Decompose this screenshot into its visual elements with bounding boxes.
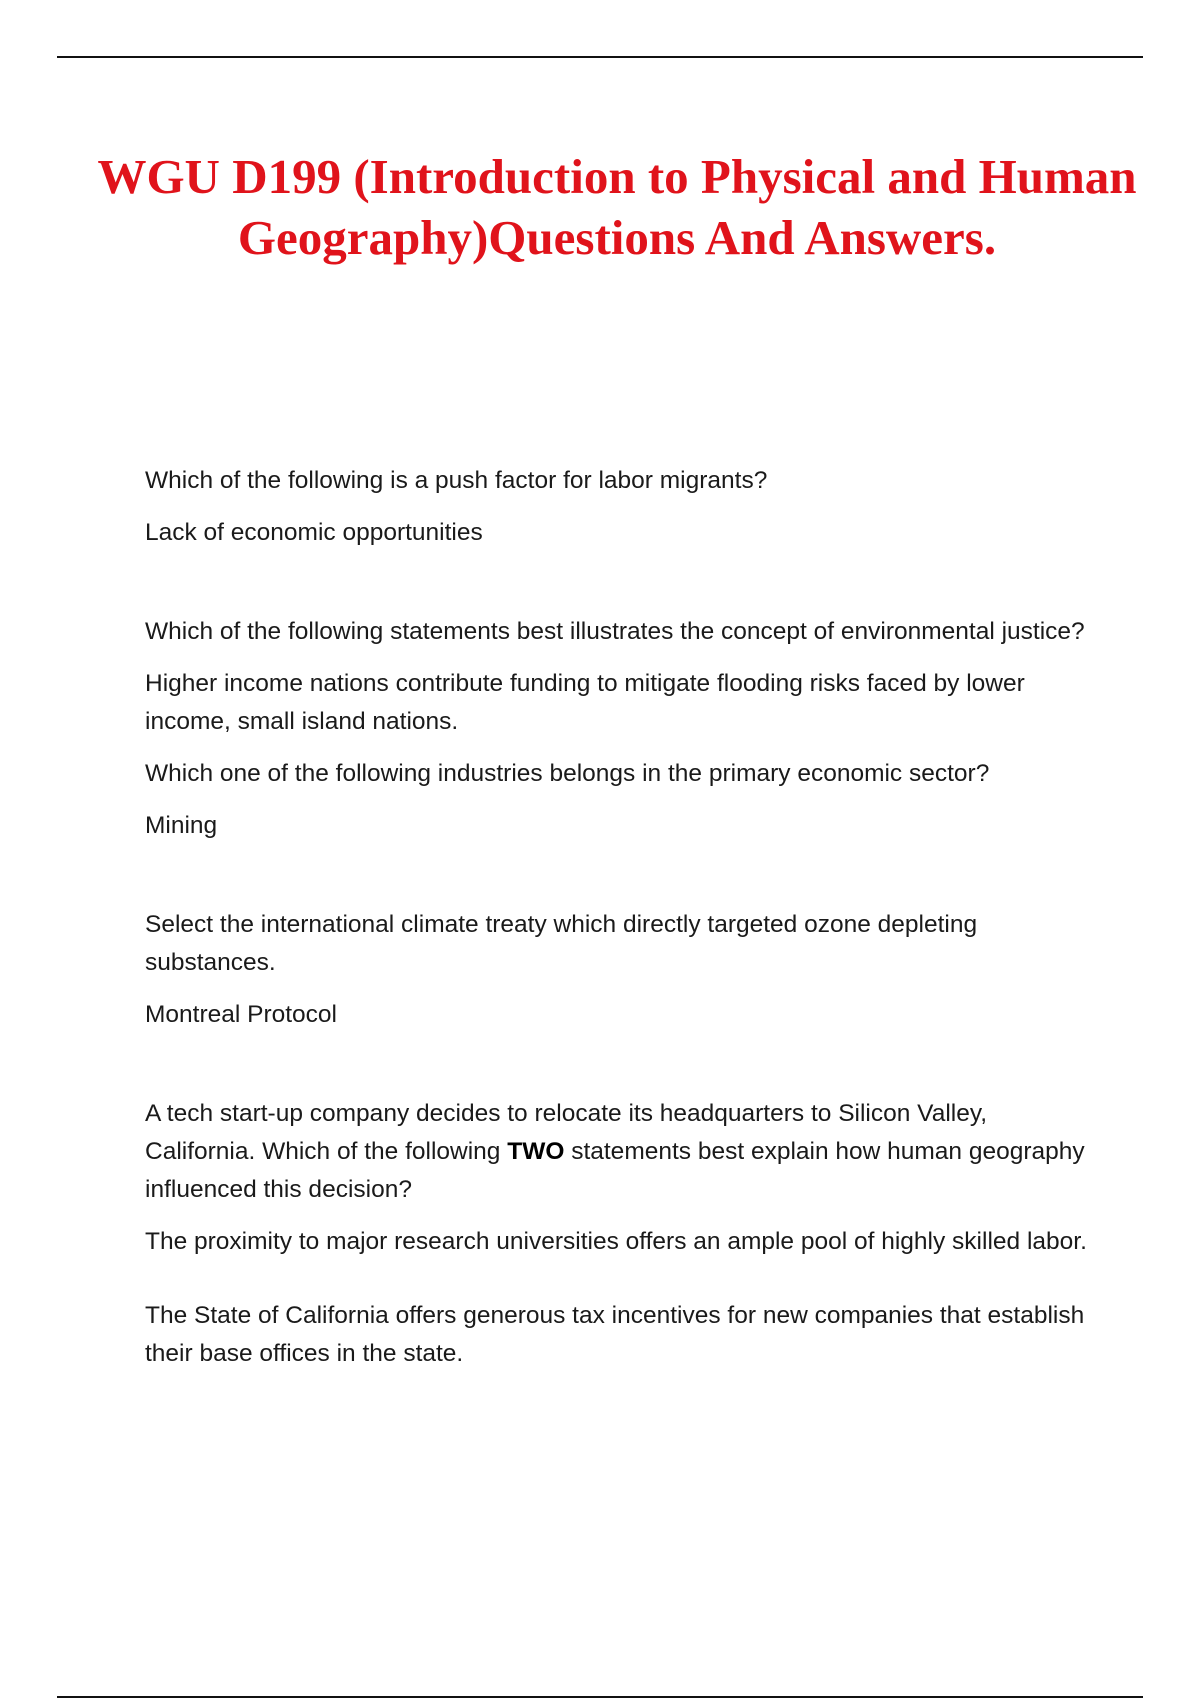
question-1: Which of the following is a push factor for labor migrants? [145, 467, 768, 494]
answer-5b: The State of California offers generous tax incentives for new companies that establish their base offices in the state. [145, 1302, 1085, 1367]
answer-2: Higher income nations contribute funding to mitigate flooding risks faced by lower income, small island nations. [145, 670, 1025, 735]
question-2: Which of the following statements best illustrates the concept of environmental justice? [145, 618, 1085, 645]
document-title: WGU D199 (Introduction to Physical and Human Geography)Questions And Answers. [97, 149, 1137, 265]
answer-5a: The proximity to major research universities offers an ample pool of highly skilled labor. [145, 1228, 1087, 1255]
footer-rule [57, 1696, 1143, 1698]
question-5-text-b: statements best explain how human geography influenced this decision? [145, 1138, 1085, 1203]
question-4: Select the international climate treaty which directly targeted ozone depleting substances. [145, 911, 978, 976]
answer-1: Lack of economic opportunities [145, 519, 483, 546]
question-5 [145, 1095, 1095, 1209]
qa-content [145, 462, 1095, 1373]
answer-3: Mining [145, 812, 218, 839]
question-3: Which one of the following industries belongs in the primary economic sector? [145, 760, 990, 787]
question-5-emphasis: TWO [507, 1138, 565, 1165]
question-5-text-a: A tech start-up company decides to relocate its headquarters to Silicon Valley, California. Which of the following [145, 1100, 988, 1165]
answer-4: Montreal Protocol [145, 1001, 338, 1028]
header-rule [57, 56, 1143, 58]
